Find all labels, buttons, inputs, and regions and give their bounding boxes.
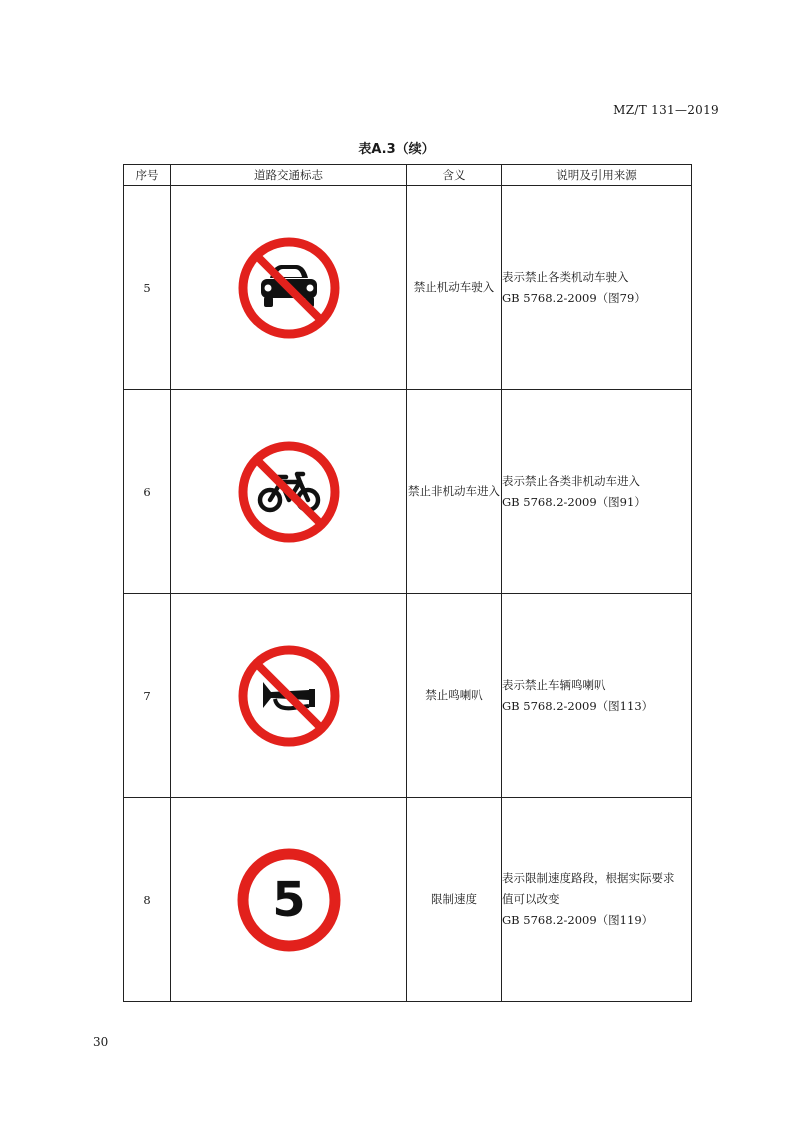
column-header-description: 说明及引用来源 [502,165,692,186]
description-source: GB 5768.2-2009（图113） [502,698,654,713]
column-header-sign: 道路交通标志 [171,165,407,186]
page-number: 30 [93,1035,109,1049]
table-header-row [124,165,692,186]
row-number: 7 [124,594,171,798]
description-line: 表示禁止车辆鸣喇叭 [502,677,606,692]
signs-table [123,164,692,1002]
description-line: 表示限制速度路段，根据实际要求 [502,871,675,885]
sign-cell [171,186,407,390]
table-row [124,186,692,390]
description-source: GB 5768.2-2009（图91） [502,494,646,509]
table-row [124,390,692,594]
column-header-number: 序号 [124,165,171,186]
speed-limit-value: 5 [271,871,306,928]
sign-description [502,186,692,390]
sign-description [502,594,692,798]
sign-description [502,390,692,594]
sign-meaning: 限制速度 [407,798,502,1002]
no-non-motor-vehicles-sign-icon [237,440,341,544]
description-line: 值可以改变 [502,892,560,906]
row-number: 6 [124,390,171,594]
sign-cell [171,390,407,594]
row-number: 8 [124,798,171,1002]
row-number: 5 [124,186,171,390]
description-source: GB 5768.2-2009（图79） [502,290,646,305]
description-line: 表示禁止各类非机动车进入 [502,473,640,488]
no-horn-sign-icon [237,644,341,748]
sign-meaning: 禁止非机动车进入 [407,390,502,594]
table-row [124,798,692,1002]
column-header-meaning: 含义 [407,165,502,186]
sign-cell [171,594,407,798]
sign-meaning: 禁止机动车驶入 [407,186,502,390]
description-line: 表示禁止各类机动车驶入 [502,269,629,284]
table-row [124,594,692,798]
sign-description [502,798,692,1002]
table-caption: 表A.3（续） [358,142,435,157]
sign-cell [171,798,407,1002]
sign-meaning: 禁止鸣喇叭 [407,594,502,798]
document-code: MZ/T 131—2019 [613,103,719,117]
no-motor-vehicles-sign-icon [237,236,341,340]
speed-limit-sign-icon [237,848,341,952]
description-source: GB 5768.2-2009（图119） [502,913,654,927]
